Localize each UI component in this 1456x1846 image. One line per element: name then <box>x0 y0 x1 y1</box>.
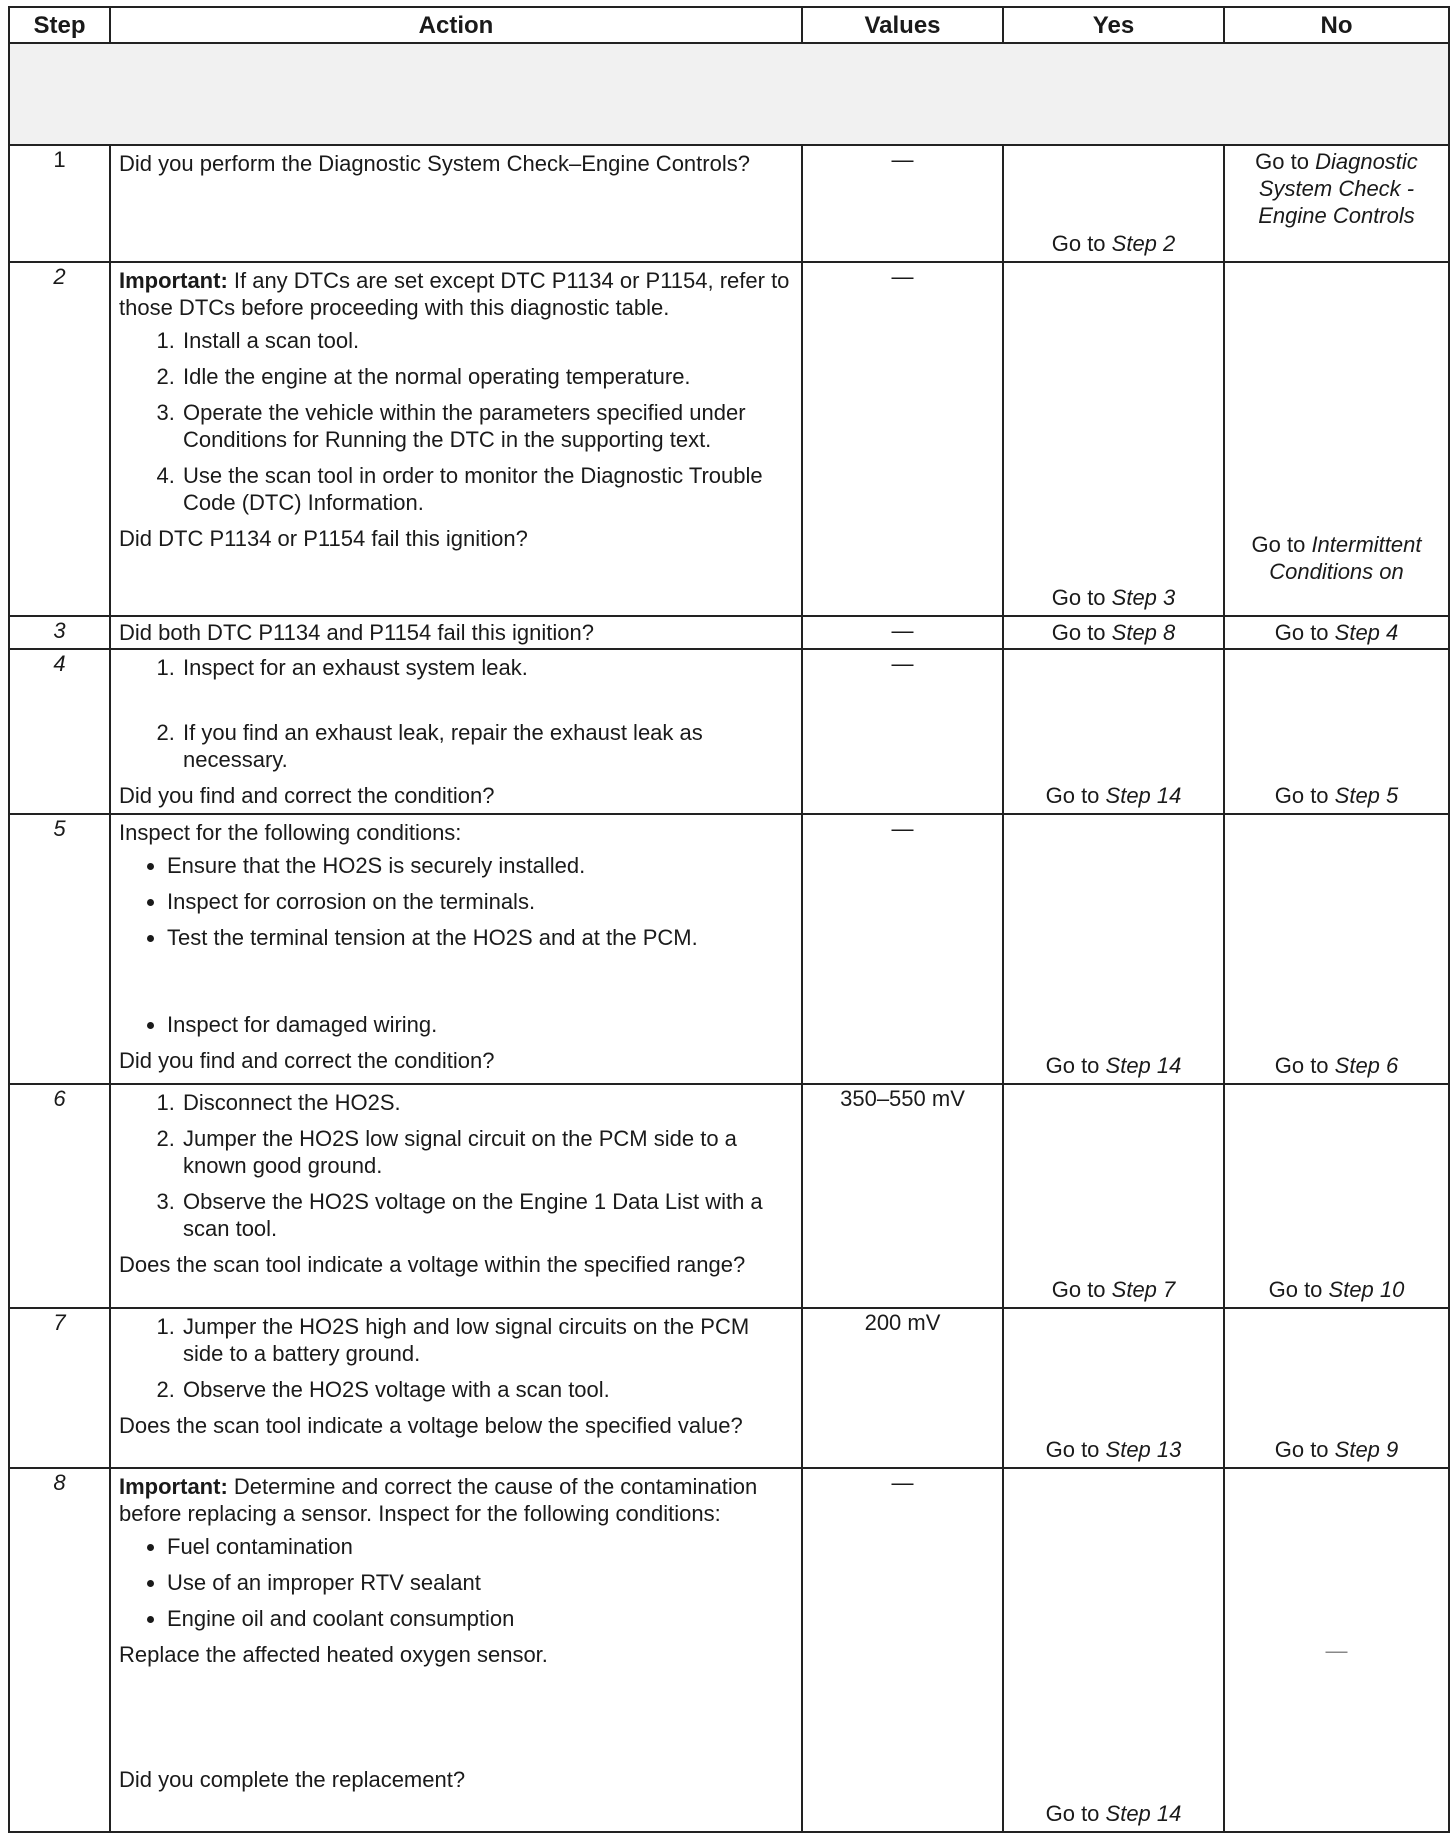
value-cell: 200 mV <box>802 1308 1003 1468</box>
yes-link[interactable]: Step 7 <box>1111 1277 1176 1302</box>
no-prefix: Go to <box>1274 1053 1335 1078</box>
value-cell: — <box>802 616 1003 649</box>
header-step: Step <box>9 7 110 43</box>
step-number-text: 6 <box>53 1086 66 1111</box>
yes-prefix: Go to <box>1045 1437 1106 1462</box>
no-cell[interactable] <box>1224 649 1449 814</box>
no-cell[interactable] <box>1224 814 1449 1084</box>
no-cell[interactable] <box>1224 145 1449 262</box>
question: Did you complete the replacement? <box>119 1767 466 1792</box>
value-cell: — <box>802 1468 1003 1832</box>
header-row <box>9 7 1449 43</box>
procedure-list <box>119 1089 791 1242</box>
question: Does the scan tool indicate a voltage within the specified range? <box>119 1252 746 1277</box>
no-link[interactable]: Step 5 <box>1334 783 1399 808</box>
condition-item: • Test the terminal tension at the HO2S and at the PCM. <box>167 924 791 951</box>
condition-list <box>119 1533 791 1632</box>
value-cell: — <box>802 262 1003 616</box>
no-link[interactable]: Step 6 <box>1334 1053 1399 1078</box>
step-number <box>9 616 110 649</box>
procedure-step: 2. Observe the HO2S voltage with a scan tool. <box>181 1376 791 1403</box>
action-cell <box>110 145 802 262</box>
step-number <box>9 649 110 814</box>
yes-prefix: Go to <box>1051 231 1112 256</box>
question: Did you perform the Diagnostic System Check–Engine Controls? <box>119 151 750 176</box>
header-yes: Yes <box>1003 7 1224 43</box>
no-prefix: Go to <box>1268 1277 1329 1302</box>
table-row <box>9 616 1449 649</box>
no-cell[interactable] <box>1224 262 1449 616</box>
question: Did DTC P1134 or P1154 fail this ignition? <box>119 526 528 551</box>
table-row <box>9 1084 1449 1308</box>
question: Did both DTC P1134 and P1154 fail this ignition? <box>119 620 594 645</box>
no-link[interactable]: Step 10 <box>1328 1277 1405 1302</box>
table-row <box>9 262 1449 616</box>
replace-instruction: Replace the affected heated oxygen sensor. <box>119 1642 548 1667</box>
header-no: No <box>1224 7 1449 43</box>
action-cell <box>110 1308 802 1468</box>
header-values: Values <box>802 7 1003 43</box>
yes-link[interactable]: Step 14 <box>1105 1801 1182 1826</box>
yes-prefix: Go to <box>1045 1801 1106 1826</box>
important-note <box>119 267 791 321</box>
condition-item: • Fuel contamination <box>167 1533 791 1560</box>
yes-cell[interactable] <box>1003 649 1224 814</box>
header-action: Action <box>110 7 802 43</box>
yes-cell[interactable] <box>1003 1084 1224 1308</box>
action-cell <box>110 1468 802 1832</box>
no-prefix: Go to <box>1274 1437 1335 1462</box>
value-cell: — <box>802 814 1003 1084</box>
value-cell: — <box>802 649 1003 814</box>
yes-prefix: Go to <box>1051 1277 1112 1302</box>
condition-item: • Engine oil and coolant consumption <box>167 1605 791 1632</box>
yes-prefix: Go to <box>1045 1053 1106 1078</box>
step-number-text: 2 <box>53 264 66 289</box>
step-number <box>9 262 110 616</box>
no-link[interactable]: Step 4 <box>1334 620 1399 645</box>
procedure-step: 4. Use the scan tool in order to monitor the Diagnostic Trouble Code (DTC) Information. <box>181 462 791 516</box>
step-number-text: 7 <box>53 1310 66 1335</box>
step-number-text: 8 <box>53 1470 66 1495</box>
step-number <box>9 1308 110 1468</box>
yes-link[interactable]: Step 13 <box>1105 1437 1182 1462</box>
condition-item: • Inspect for corrosion on the terminals. <box>167 888 791 915</box>
yes-prefix: Go to <box>1045 783 1106 808</box>
procedure-step: 1. Disconnect the HO2S. <box>181 1089 791 1116</box>
step-number <box>9 1468 110 1832</box>
step-number <box>9 814 110 1084</box>
no-prefix: Go to <box>1251 532 1312 557</box>
yes-link[interactable]: Step 14 <box>1105 783 1182 808</box>
yes-link[interactable]: Step 8 <box>1111 620 1176 645</box>
table-row <box>9 145 1449 262</box>
procedure-step: 1. Jumper the HO2S high and low signal circuits on the PCM side to a battery ground. <box>181 1313 791 1367</box>
action-cell <box>110 616 802 649</box>
step-number-text: 3 <box>53 618 66 643</box>
step-number <box>9 1084 110 1308</box>
procedure-step: 3. Operate the vehicle within the parameters specified under Conditions for Running the DTC in the supporting text. <box>181 399 791 453</box>
important-note <box>119 1473 791 1527</box>
condition-item: • Use of an improper RTV sealant <box>167 1569 791 1596</box>
table-row <box>9 649 1449 814</box>
step-number-text: 1 <box>53 147 66 172</box>
step-number-text: 5 <box>53 816 66 841</box>
no-prefix: Go to <box>1255 149 1316 174</box>
procedure-step: 2. If you find an exhaust leak, repair the exhaust leak as necessary. <box>181 719 791 773</box>
value-cell: 350–550 mV <box>802 1084 1003 1308</box>
yes-cell[interactable] <box>1003 262 1224 616</box>
procedure-step: 2. Idle the engine at the normal operating temperature. <box>181 363 791 390</box>
yes-cell[interactable] <box>1003 1468 1224 1832</box>
table-row <box>9 1468 1449 1832</box>
value-cell: — <box>802 145 1003 262</box>
no-link[interactable]: Step 9 <box>1334 1437 1399 1462</box>
no-link[interactable]: Diagnostic System Check - Engine Controls <box>1258 149 1418 228</box>
yes-cell[interactable] <box>1003 145 1224 262</box>
important-label: Important: <box>119 268 228 293</box>
procedure-list <box>119 327 791 516</box>
important-text: Determine and correct the cause of the contamination before replacing a sensor. Inspect for the following conditions: <box>119 1474 758 1526</box>
yes-prefix: Go to <box>1051 585 1112 610</box>
no-cell[interactable] <box>1224 1084 1449 1308</box>
no-prefix: Go to <box>1274 783 1335 808</box>
procedure-step: 1. Inspect for an exhaust system leak. <box>181 654 791 681</box>
condition-item: • Ensure that the HO2S is securely installed. <box>167 852 791 879</box>
action-cell <box>110 814 802 1084</box>
procedure-step: 3. Observe the HO2S voltage on the Engine 1 Data List with a scan tool. <box>181 1188 791 1242</box>
yes-cell[interactable] <box>1003 814 1224 1084</box>
procedure-step: 1. Install a scan tool. <box>181 327 791 354</box>
step-number <box>9 145 110 262</box>
condition-item: • Inspect for damaged wiring. <box>167 1011 791 1038</box>
yes-prefix: Go to <box>1051 620 1112 645</box>
yes-cell[interactable] <box>1003 1308 1224 1468</box>
step-number-text: 4 <box>53 651 66 676</box>
blank-title-row <box>9 43 1449 145</box>
yes-cell[interactable] <box>1003 616 1224 649</box>
question: Did you find and correct the condition? <box>119 1048 495 1073</box>
yes-link[interactable]: Step 14 <box>1105 1053 1182 1078</box>
question: Does the scan tool indicate a voltage below the specified value? <box>119 1413 743 1438</box>
yes-link[interactable]: Step 2 <box>1111 231 1176 256</box>
table-row <box>9 814 1449 1084</box>
table-row <box>9 1308 1449 1468</box>
diagnostic-table <box>8 6 1450 1833</box>
no-link[interactable]: Intermittent Conditions on <box>1269 532 1422 584</box>
blank-title-cell <box>9 43 1449 145</box>
intro-text: Inspect for the following conditions: <box>119 820 462 845</box>
question: Did you find and correct the condition? <box>119 783 495 808</box>
important-label: Important: <box>119 1474 228 1499</box>
no-cell: — <box>1224 1468 1449 1832</box>
yes-link[interactable]: Step 3 <box>1111 585 1176 610</box>
procedure-step: 2. Jumper the HO2S low signal circuit on the PCM side to a known good ground. <box>181 1125 791 1179</box>
no-cell[interactable] <box>1224 616 1449 649</box>
procedure-list <box>119 1313 791 1403</box>
important-text: If any DTCs are set except DTC P1134 or P1154, refer to those DTCs before proceeding with this diagnostic table. <box>119 268 790 320</box>
no-cell[interactable] <box>1224 1308 1449 1468</box>
action-cell <box>110 649 802 814</box>
action-cell <box>110 1084 802 1308</box>
no-prefix: Go to <box>1274 620 1335 645</box>
condition-list <box>119 852 791 1038</box>
procedure-list <box>119 654 791 773</box>
action-cell <box>110 262 802 616</box>
